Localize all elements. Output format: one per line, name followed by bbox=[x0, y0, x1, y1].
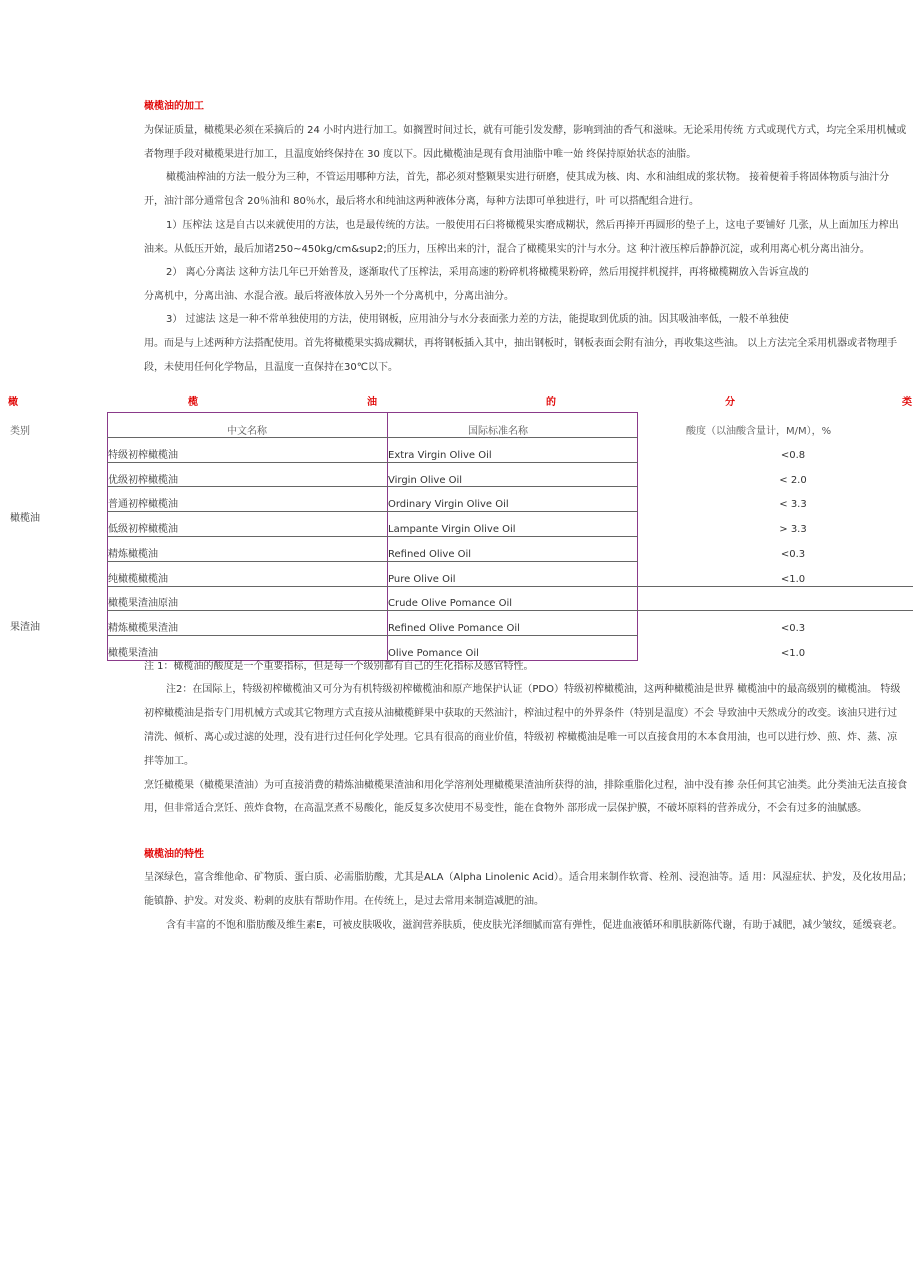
note-line: 拌等加工。 bbox=[144, 756, 194, 767]
table-cell-acidity: <0.3 bbox=[780, 549, 806, 560]
paragraph-line: 用。而是与上述两种方法搭配使用。首先将橄榄果实捣成糊状，再将钢板插入其中，抽出钢板时，钢板表面会附有油分，再收集这些油。 以上方法完全采用机器或者物理手 bbox=[144, 338, 898, 349]
table-cell-cn-name: 普通初榨橄榄油 bbox=[108, 499, 178, 510]
section-title-processing: 橄榄油的加工 bbox=[144, 101, 204, 112]
table-cell-cn-name: 纯橄榄橄榄油 bbox=[108, 574, 168, 585]
section-title-properties: 橄榄油的特性 bbox=[144, 849, 204, 860]
table-row-divider bbox=[107, 586, 913, 587]
table-cell-intl-name: Virgin Olive Oil bbox=[388, 475, 463, 486]
group-pomace-oil: 果渣油 bbox=[10, 622, 40, 633]
table-row-divider bbox=[107, 635, 638, 636]
table-cell-cn-name: 橄榄果渣油 bbox=[108, 648, 158, 659]
paragraph-line: 为保证质量，橄榄果必须在采摘后的 24 小时内进行加工。如搁置时间过长，就有可能引发发酵，影响到油的香气和滋味。无论采用传统 方式或现代方式，均完全采用机械或 bbox=[144, 125, 907, 136]
table-cell-acidity: <1.0 bbox=[780, 648, 806, 659]
table-cell-acidity: <0.8 bbox=[780, 450, 806, 461]
table-cell-cn-name: 橄榄果渣油原油 bbox=[108, 598, 178, 609]
classification-title-char: 分 bbox=[725, 397, 735, 408]
paragraph-line: 2） 离心分离法 这种方法几年已开始普及，逐渐取代了压榨法，采用高速的粉碎机将橄榄果粉碎，然后用搅拌机搅拌，再将橄榄糊放入告诉宣战的 bbox=[166, 267, 809, 278]
table-row-divider bbox=[107, 561, 638, 562]
paragraph-line: 开，油汁部分通常包含 20％油和 80％水，最后将水和纯油这两种液体分离，每种方法即可单独进行，叶 可以搭配组合进行。 bbox=[144, 196, 699, 207]
table-cell-cn-name: 精炼橄榄油 bbox=[108, 549, 158, 560]
table-cell-intl-name: Crude Olive Pomance Oil bbox=[388, 598, 513, 609]
header-acidity: 酸度（以油酸含量计，M/M），% bbox=[686, 426, 832, 437]
paragraph-line: 者物理手段对橄榄果进行加工，且温度始终保持在 30 度以下。因此橄榄油是现有食用油脂中唯一始 终保持原始状态的油脂。 bbox=[144, 149, 697, 160]
table-cell-acidity: <1.0 bbox=[780, 574, 806, 585]
table-row-divider bbox=[107, 511, 638, 512]
table-row-divider bbox=[107, 536, 638, 537]
header-intl-name: 国际标准名称 bbox=[468, 426, 528, 437]
note-line: 用，但非常适合烹饪、煎炸食物，在高温烹煮不易酸化，能反复多次使用不易变性，能在食物外 部形成一层保护膜，不破坏原料的营养成分，不会有过多的油腻感。 bbox=[144, 803, 868, 814]
classification-title-char: 类 bbox=[902, 397, 912, 408]
table-cell-cn-name: 优级初榨橄榄油 bbox=[108, 475, 178, 486]
classification-title-char: 的 bbox=[546, 397, 556, 408]
paragraph-line: 含有丰富的不饱和脂肪酸及维生素E，可被皮肤吸收，滋润营养肤质，使皮肤光泽细腻而富有弹性，促进血液循环和肌肤新陈代谢，有助于减肥，减少皱纹，延缓衰老。 bbox=[166, 920, 903, 931]
table-row-divider bbox=[107, 486, 638, 487]
note-line: 注 1：橄榄油的酸度是一个重要指标，但是每一个级别都有自己的生化指标及感官特性。 bbox=[144, 661, 534, 672]
table-cell-acidity: <0.3 bbox=[780, 623, 806, 634]
table-row-divider bbox=[107, 462, 638, 463]
table-cell-cn-name: 特级初榨橄榄油 bbox=[108, 450, 178, 461]
table-row-divider bbox=[107, 610, 913, 611]
classification-title-char: 橄 bbox=[8, 397, 18, 408]
paragraph-line: 3） 过滤法 这是一种不常单独使用的方法，使用钢板，应用油分与水分表面张力差的方法，能提取到优质的油。因其吸油率低，一般不单独使 bbox=[166, 314, 789, 325]
table-cell-cn-name: 低级初榨橄榄油 bbox=[108, 524, 178, 535]
paragraph-line: 1）压榨法 这是自古以来就使用的方法，也是最传统的方法。一般使用石臼将橄榄果实磨成糊状，然后再捧开再圆形的垫子上，这电子要铺好 几张，从上面加压力榨出 bbox=[166, 220, 899, 231]
paragraph-line: 呈深绿色，富含维他命、矿物质、蛋白质、必需脂肪酸，尤其是ALA（Alpha Linolenic Acid）。适合用来制作软膏、栓剂、浸泡油等。适 用：风湿症状、护发，及化妆用品； bbox=[144, 872, 913, 883]
table-border bbox=[107, 412, 638, 413]
table-cell-acidity: < 2.0 bbox=[779, 475, 807, 486]
header-category: 类别 bbox=[10, 426, 30, 437]
table-cell-intl-name: Extra Virgin Olive Oil bbox=[388, 450, 492, 461]
table-cell-acidity: > 3.3 bbox=[779, 524, 807, 535]
note-line: 清洗、倾析、离心或过滤的处理，没有进行过任何化学处理。它具有很高的商业价值，特级初 榨橄榄油是唯一可以直接食用的木本食用油，也可以进行炒、煎、炸、蒸、凉 bbox=[144, 732, 898, 743]
table-cell-intl-name: Refined Olive Pomance Oil bbox=[388, 623, 520, 634]
paragraph-line: 段，未使用任何化学物品，且温度一直保持在30℃以下。 bbox=[144, 362, 398, 373]
note-line: 注2：在国际上，特级初榨橄榄油又可分为有机特级初榨橄榄油和原产地保护认证（PDO）特级初榨橄榄油，这两种橄榄油是世界 橄榄油中的最高级别的橄榄油。 特级 bbox=[166, 684, 901, 695]
table-cell-intl-name: Pure Olive Oil bbox=[388, 574, 456, 585]
table-row-divider bbox=[107, 437, 638, 438]
note-line: 初榨橄榄油是指专门用机械方式或其它物理方式直接从油橄榄鲜果中获取的天然油汁，榨油过程中的外界条件（特别是温度）不会 导致油中天然成分的改变。该油只进行过 bbox=[144, 708, 898, 719]
table-cell-acidity: < 3.3 bbox=[779, 499, 807, 510]
classification-title-char: 榄 bbox=[188, 397, 198, 408]
table-cell-cn-name: 精炼橄榄果渣油 bbox=[108, 623, 178, 634]
paragraph-line: 橄榄油榨油的方法一般分为三种，不管运用哪种方法，首先，都必须对整颗果实进行研磨，使其成为核、肉、水和油组成的浆状物。 接着便着手将固体物质与油汁分 bbox=[166, 172, 890, 183]
paragraph-line: 分离机中，分离出油、水混合液。最后将液体放入另外一个分离机中，分离出油分。 bbox=[144, 291, 514, 302]
table-cell-intl-name: Olive Pomance Oil bbox=[388, 648, 479, 659]
header-cn-name: 中文名称 bbox=[227, 426, 267, 437]
table-cell-intl-name: Lampante Virgin Olive Oil bbox=[388, 524, 516, 535]
paragraph-line: 能镇静、护发。对发炎、粉刺的皮肤有帮助作用。在传统上，是过去常用来制造减肥的油。 bbox=[144, 896, 544, 907]
table-cell-intl-name: Ordinary Virgin Olive Oil bbox=[388, 499, 509, 510]
group-olive-oil: 橄榄油 bbox=[10, 513, 40, 524]
table-cell-intl-name: Refined Olive Oil bbox=[388, 549, 472, 560]
classification-title-char: 油 bbox=[367, 397, 377, 408]
paragraph-line: 油来。从低压开始，最后加诸250~450kg/cm&sup2;的压力，压榨出来的汁，混合了橄榄果实的汁与水分。这 种汁液压榨后静静沉淀，或利用离心机分离出油分。 bbox=[144, 244, 870, 255]
note-line: 烹饪橄榄果（橄榄果渣油）为可直接消费的精炼油橄榄果渣油和用化学溶剂处理橄榄果渣油所获得的油，排除重脂化过程，油中没有掺 杂任何其它油类。此分类油无法直接食 bbox=[144, 780, 908, 791]
